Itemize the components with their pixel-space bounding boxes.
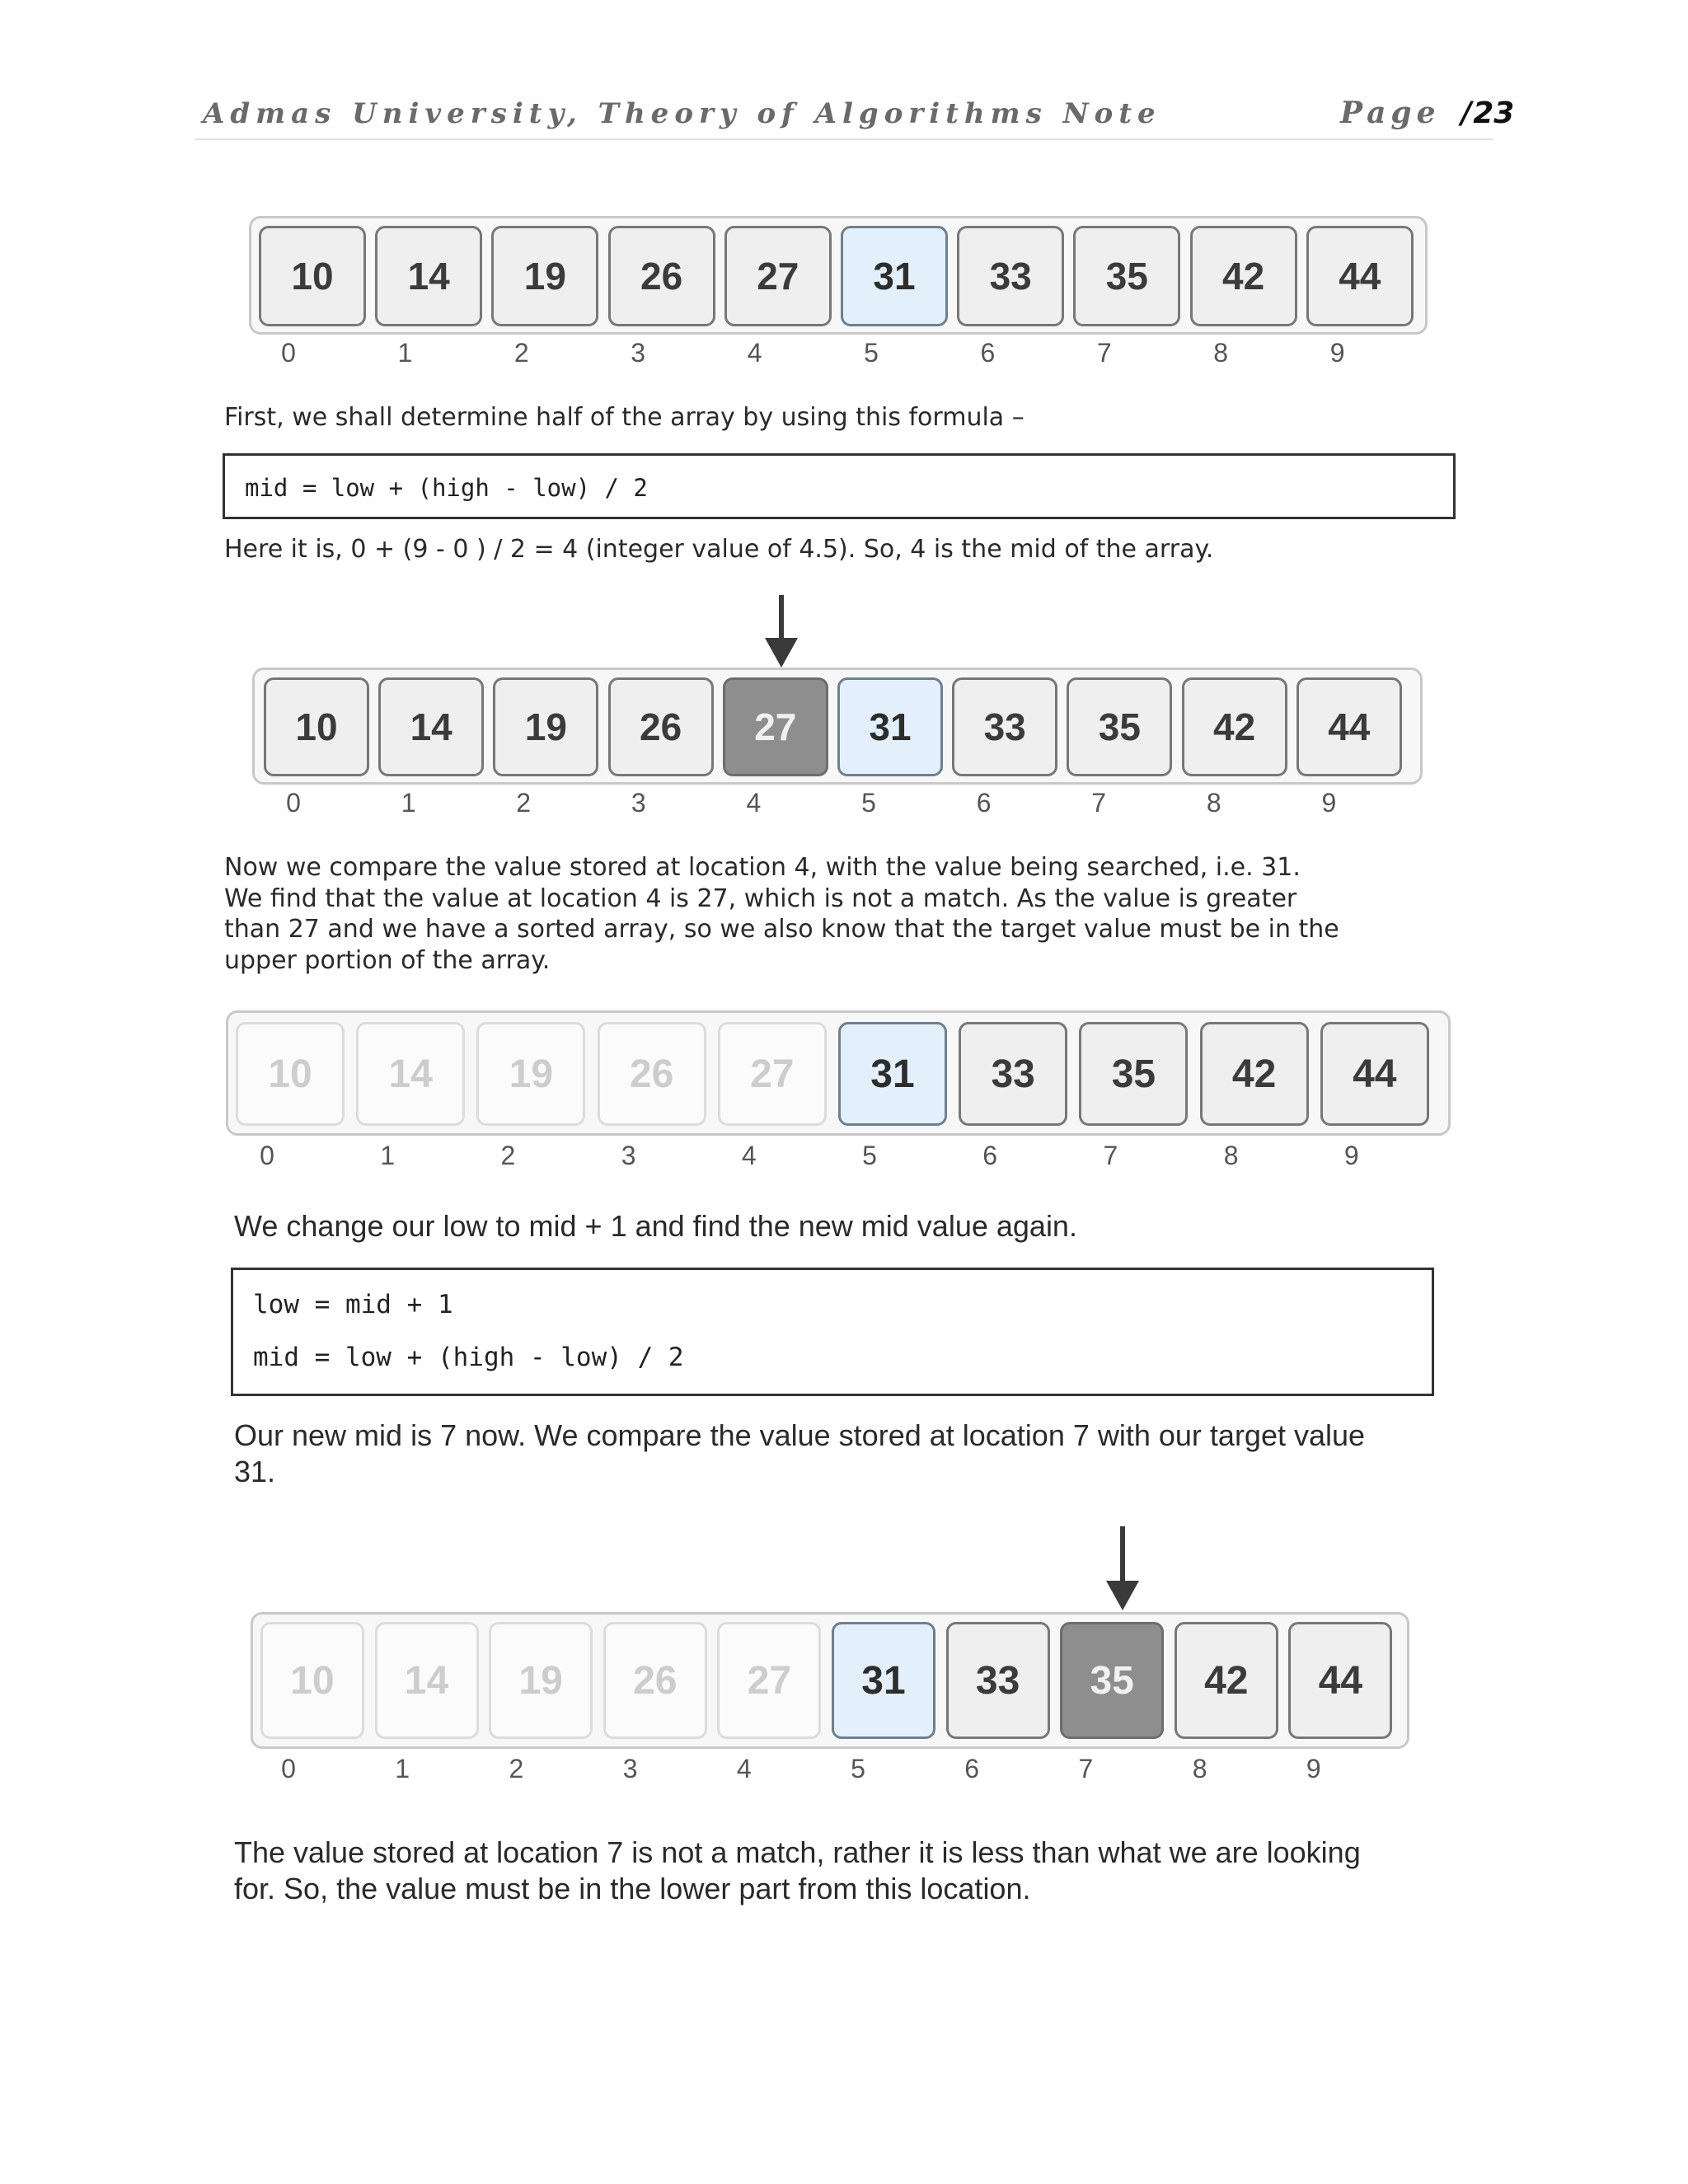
array-index-label: 2 bbox=[500, 1141, 516, 1170]
array-cell: 27 bbox=[724, 226, 832, 326]
paragraph-line: Our new mid is 7 now. We compare the value stored at location 7 with our target value bbox=[234, 1418, 1366, 1452]
array-index-label: 5 bbox=[861, 788, 876, 818]
array-index-label: 6 bbox=[976, 788, 992, 818]
paragraph-mid-calculation: Here it is, 0 + (9 - 0 ) / 2 = 4 (integer value of 4.5). So, 4 is the mid of the array. bbox=[224, 535, 1214, 564]
array-index-label: 0 bbox=[281, 338, 296, 368]
array-index-label: 7 bbox=[1096, 338, 1112, 368]
array-cell: 10 bbox=[236, 1022, 345, 1126]
array-cell: 42 bbox=[1175, 1622, 1278, 1739]
array-index-label: 1 bbox=[401, 788, 416, 818]
array-index-label: 3 bbox=[622, 1754, 638, 1783]
array-index-label: 2 bbox=[509, 1754, 524, 1783]
paragraph-line: for. So, the value must be in the lower part from this location. bbox=[234, 1872, 1031, 1905]
array-cell: 35 bbox=[1060, 1622, 1164, 1739]
array-index-label: 3 bbox=[621, 1141, 636, 1170]
array-cell: 35 bbox=[1073, 226, 1180, 326]
array-cell: 31 bbox=[838, 1022, 947, 1126]
array-cell: 35 bbox=[1079, 1022, 1188, 1126]
paragraph-line: The value stored at location 7 is not a match, rather it is less than what we are looking bbox=[234, 1835, 1361, 1869]
array-cell: 42 bbox=[1190, 226, 1297, 326]
array-index-label: 4 bbox=[736, 1754, 752, 1783]
array-cell: 10 bbox=[260, 1622, 364, 1739]
mid-pointer-arrow-icon bbox=[765, 595, 798, 668]
array-cell: 27 bbox=[723, 677, 828, 776]
array-index-label: 6 bbox=[982, 1141, 998, 1170]
array-index-label: 1 bbox=[397, 338, 413, 368]
array-cell: 14 bbox=[378, 677, 484, 776]
paragraph-line: 31. bbox=[234, 1455, 276, 1488]
header-divider bbox=[195, 138, 1493, 140]
array-cell: 14 bbox=[356, 1022, 465, 1126]
array-index-label: 2 bbox=[513, 338, 529, 368]
array-index-label: 0 bbox=[281, 1754, 296, 1783]
array-cell: 33 bbox=[959, 1022, 1067, 1126]
array-index-label: 3 bbox=[631, 338, 646, 368]
array-index-label: 1 bbox=[380, 1141, 396, 1170]
array-cell: 44 bbox=[1306, 226, 1414, 326]
page-separator: / bbox=[1461, 96, 1472, 130]
code-line: mid = low + (high - low) / 2 bbox=[253, 1343, 684, 1372]
array-cell: 31 bbox=[841, 226, 948, 326]
array-index-label: 5 bbox=[851, 1754, 865, 1783]
paragraph-new-mid bbox=[234, 1418, 1365, 1490]
array-index-label: 4 bbox=[741, 1141, 757, 1170]
paragraph-line: Now we compare the value stored at location 4, with the value being searched, i.e. 31. bbox=[224, 853, 1301, 882]
array-index-label: 7 bbox=[1078, 1754, 1094, 1783]
array-index-label: 9 bbox=[1343, 1141, 1359, 1170]
paragraph-line: We find that the value at location 4 is 27, which is not a match. As the value is greater bbox=[224, 883, 1297, 913]
array-index-label: 6 bbox=[980, 338, 996, 368]
array-cell: 35 bbox=[1067, 677, 1172, 776]
code-block-update bbox=[231, 1268, 1434, 1396]
array-index-label: 8 bbox=[1192, 1754, 1207, 1783]
array-index-label: 7 bbox=[1103, 1141, 1118, 1170]
array-cell: 14 bbox=[375, 226, 482, 326]
page-number-label bbox=[1340, 96, 1514, 130]
array-index-label: 1 bbox=[395, 1754, 410, 1783]
array-index-label: 5 bbox=[864, 338, 879, 368]
document-header-title: Admas University, Theory of Algorithms Note bbox=[203, 97, 1161, 130]
mid-pointer-arrow-icon bbox=[1106, 1526, 1139, 1612]
array-cell: 19 bbox=[489, 1622, 593, 1739]
array-cell: 26 bbox=[608, 226, 715, 326]
array-cell: 31 bbox=[832, 1622, 935, 1739]
array-cell: 10 bbox=[259, 226, 366, 326]
page-label: Page bbox=[1340, 96, 1441, 130]
array-index-label: 4 bbox=[746, 788, 762, 818]
array-cell: 27 bbox=[718, 1022, 827, 1126]
array-index-label: 8 bbox=[1213, 338, 1229, 368]
paragraph-formula-intro: First, we shall determine half of the array by using this formula – bbox=[224, 403, 1025, 432]
paragraph-conclusion bbox=[234, 1835, 1361, 1907]
array-index-label: 9 bbox=[1321, 788, 1337, 818]
array-cell: 26 bbox=[608, 677, 714, 776]
array-cell: 44 bbox=[1288, 1622, 1392, 1739]
array-cell: 42 bbox=[1182, 677, 1287, 776]
paragraph-line: than 27 and we have a sorted array, so we also know that the target value must be in the bbox=[224, 915, 1339, 944]
array-index-label: 2 bbox=[516, 788, 532, 818]
array-cell: 14 bbox=[375, 1622, 479, 1739]
array-cell: 26 bbox=[598, 1022, 706, 1126]
paragraph-update-low: We change our low to mid + 1 and find the new mid value again. bbox=[234, 1209, 1077, 1243]
page-number: 23 bbox=[1473, 96, 1515, 130]
array-cell: 33 bbox=[957, 226, 1064, 326]
array-index-label: 9 bbox=[1329, 338, 1345, 368]
array-cell: 19 bbox=[493, 677, 598, 776]
array-index-label: 3 bbox=[631, 788, 646, 818]
array-cell: 44 bbox=[1296, 677, 1402, 776]
array-index-label: 8 bbox=[1223, 1141, 1239, 1170]
code-block-mid-formula bbox=[223, 453, 1456, 519]
array-index-label: 4 bbox=[747, 338, 762, 368]
array-cell: 33 bbox=[946, 1622, 1050, 1739]
array-cell: 33 bbox=[952, 677, 1057, 776]
array-cell: 19 bbox=[476, 1022, 585, 1126]
array-index-label: 7 bbox=[1091, 788, 1107, 818]
array-cell: 42 bbox=[1200, 1022, 1309, 1126]
array-cell: 44 bbox=[1320, 1022, 1429, 1126]
array-index-label: 8 bbox=[1206, 788, 1221, 818]
paragraph-line: upper portion of the array. bbox=[224, 945, 551, 975]
array-index-label: 9 bbox=[1306, 1754, 1321, 1783]
array-cell: 10 bbox=[264, 677, 369, 776]
code-line: low = mid + 1 bbox=[253, 1290, 453, 1319]
array-index-label: 0 bbox=[286, 788, 301, 818]
array-cell: 26 bbox=[603, 1622, 707, 1739]
array-cell: 27 bbox=[717, 1622, 821, 1739]
array-index-label: 0 bbox=[260, 1141, 274, 1170]
array-cell: 19 bbox=[491, 226, 598, 326]
code-line: mid = low + (high - low) / 2 bbox=[245, 474, 648, 502]
paragraph-compare-first bbox=[224, 852, 1339, 976]
array-index-label: 6 bbox=[964, 1754, 980, 1783]
array-index-label: 5 bbox=[862, 1141, 877, 1170]
array-cell: 31 bbox=[837, 677, 943, 776]
